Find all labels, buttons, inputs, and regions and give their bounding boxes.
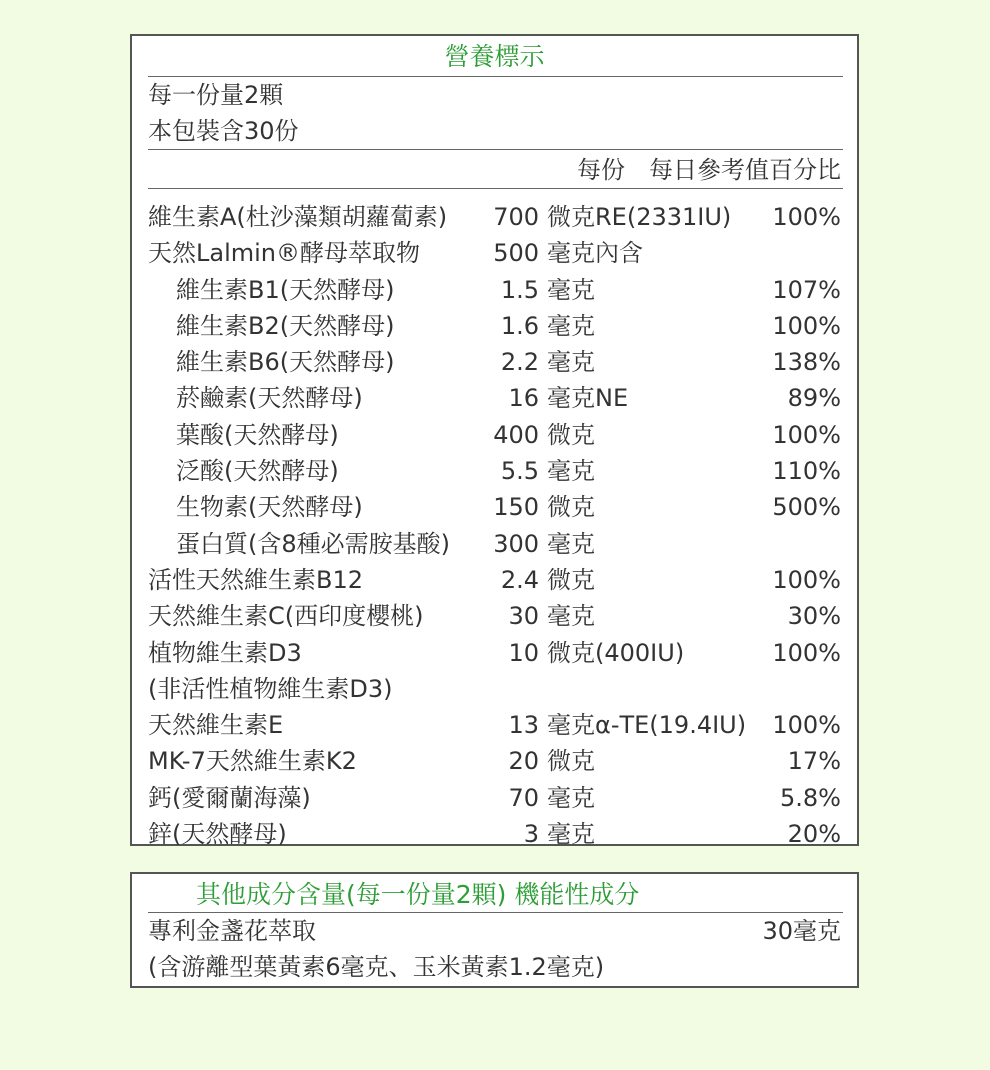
nutrient-name: MK-7天然維生素K2 <box>148 747 357 776</box>
nutrient-daily-value: 100% <box>772 711 841 740</box>
nutrient-unit: 毫克 <box>547 820 595 849</box>
nutrient-row <box>132 489 857 525</box>
nutrient-row <box>132 380 857 416</box>
nutrient-daily-value: 100% <box>772 311 841 340</box>
nutrient-amount: 10 <box>508 638 539 667</box>
nutrient-unit: 毫克 <box>547 602 595 631</box>
nutrient-unit: 微克 <box>547 565 595 594</box>
header-per-serving: 每份 <box>577 156 625 184</box>
serving-size: 每一份量2顆 <box>148 81 284 109</box>
nutrient-name: 鋅(天然酵母) <box>148 820 287 849</box>
nutrient-amount: 2.2 <box>500 348 539 377</box>
nutrient-name: 維生素B2(天然酵母) <box>176 311 395 340</box>
other-ingredients-panel <box>130 872 859 988</box>
nutrient-daily-value: 20% <box>787 820 841 849</box>
nutrient-amount: 2.4 <box>500 565 539 594</box>
nutrient-name: 維生素A(杜沙藻類胡蘿蔔素) <box>148 203 448 231</box>
nutrient-daily-value: 100% <box>772 203 841 231</box>
nutrient-unit: 微克 <box>547 493 595 522</box>
nutrient-name: 維生素B1(天然酵母) <box>176 275 395 304</box>
nutrient-amount: 150 <box>493 493 539 522</box>
nutrient-daily-value: 100% <box>772 420 841 449</box>
nutrient-amount: 16 <box>508 384 539 413</box>
nutrient-amount: 300 <box>493 529 539 558</box>
nutrient-unit: 微克RE(2331IU) <box>547 203 732 231</box>
nutrient-row <box>132 235 857 271</box>
header-daily-value: 每日參考值百分比 <box>649 156 841 184</box>
nutrient-row <box>132 816 857 852</box>
nutrient-daily-value: 30% <box>787 602 841 631</box>
nutrient-row <box>132 526 857 562</box>
nutrient-list <box>132 189 857 852</box>
column-headers <box>132 150 857 188</box>
nutrient-name: 天然維生素E <box>148 711 284 740</box>
other-title: 其他成分含量(每一份量2顆) 機能性成分 <box>196 880 640 909</box>
ingredient-name: 專利金盞花萃取 <box>148 917 316 945</box>
nutrient-unit: 毫克 <box>547 275 595 304</box>
nutrient-amount: 3 <box>523 820 539 849</box>
nutrient-unit: 毫克 <box>547 457 595 486</box>
nutrient-daily-value: 100% <box>772 565 841 594</box>
nutrient-unit: 毫克NE <box>547 384 629 413</box>
nutrient-name: 葉酸(天然酵母) <box>176 420 339 449</box>
nutrient-daily-value: 110% <box>772 457 841 486</box>
nutrient-unit: 微克(400IU) <box>547 638 685 667</box>
nutrition-facts-panel <box>130 34 859 849</box>
nutrient-name: (非活性植物維生素D3) <box>148 674 393 703</box>
nutrient-amount: 500 <box>493 239 539 268</box>
nutrient-unit: 毫克 <box>547 529 595 558</box>
nutrient-row <box>132 417 857 453</box>
nutrient-amount: 13 <box>508 711 539 740</box>
nutrient-daily-value: 138% <box>772 348 841 377</box>
nutrient-amount: 30 <box>508 602 539 631</box>
nutrient-name: 菸鹼素(天然酵母) <box>176 384 363 413</box>
nutrient-unit: 微克 <box>547 420 595 449</box>
nutrient-row <box>132 743 857 779</box>
nutrient-daily-value: 500% <box>772 493 841 522</box>
nutrient-unit: 毫克 <box>547 348 595 377</box>
nutrient-unit: 毫克內含 <box>547 239 643 268</box>
nutrient-row <box>132 308 857 344</box>
nutrient-row <box>132 780 857 816</box>
nutrient-daily-value: 100% <box>772 638 841 667</box>
nutrition-title: 營養標示 <box>444 42 545 71</box>
nutrient-daily-value: 17% <box>787 747 841 776</box>
nutrient-row <box>132 635 857 671</box>
nutrient-name: 鈣(愛爾蘭海藻) <box>148 783 311 812</box>
nutrient-row <box>132 707 857 743</box>
nutrient-row <box>132 671 857 707</box>
nutrient-amount: 20 <box>508 747 539 776</box>
nutrient-name: 泛酸(天然酵母) <box>176 457 339 486</box>
nutrient-amount: 1.5 <box>500 275 539 304</box>
nutrient-unit: 毫克 <box>547 311 595 340</box>
ingredient-row <box>132 913 857 949</box>
nutrient-row <box>132 598 857 634</box>
ingredient-detail: (含游離型葉黃素6毫克、玉米黃素1.2毫克) <box>148 953 605 981</box>
nutrient-name: 蛋白質(含8種必需胺基酸) <box>176 529 450 558</box>
nutrient-row <box>132 199 857 235</box>
nutrient-amount: 700 <box>493 203 539 231</box>
nutrient-name: 天然維生素C(西印度櫻桃) <box>148 602 424 631</box>
nutrient-daily-value: 107% <box>772 275 841 304</box>
nutrient-unit: 微克 <box>547 747 595 776</box>
nutrient-name: 天然Lalmin®酵母萃取物 <box>148 239 421 268</box>
nutrient-amount: 400 <box>493 420 539 449</box>
nutrient-name: 生物素(天然酵母) <box>176 493 363 522</box>
nutrient-row <box>132 344 857 380</box>
nutrient-unit: 毫克α-TE(19.4IU) <box>547 711 747 740</box>
nutrient-name: 活性天然維生素B12 <box>148 565 364 594</box>
ingredient-amount: 30毫克 <box>762 917 841 945</box>
nutrient-name: 植物維生素D3 <box>148 638 302 667</box>
nutrient-row <box>132 453 857 489</box>
nutrient-name: 維生素B6(天然酵母) <box>176 348 395 377</box>
nutrient-unit: 毫克 <box>547 783 595 812</box>
nutrient-row <box>132 562 857 598</box>
nutrient-amount: 5.5 <box>500 457 539 486</box>
nutrient-daily-value: 89% <box>787 384 841 413</box>
nutrient-amount: 70 <box>508 783 539 812</box>
nutrient-amount: 1.6 <box>500 311 539 340</box>
nutrient-row <box>132 272 857 308</box>
nutrient-daily-value: 5.8% <box>780 783 841 812</box>
servings-per-package: 本包裝含30份 <box>148 117 299 145</box>
